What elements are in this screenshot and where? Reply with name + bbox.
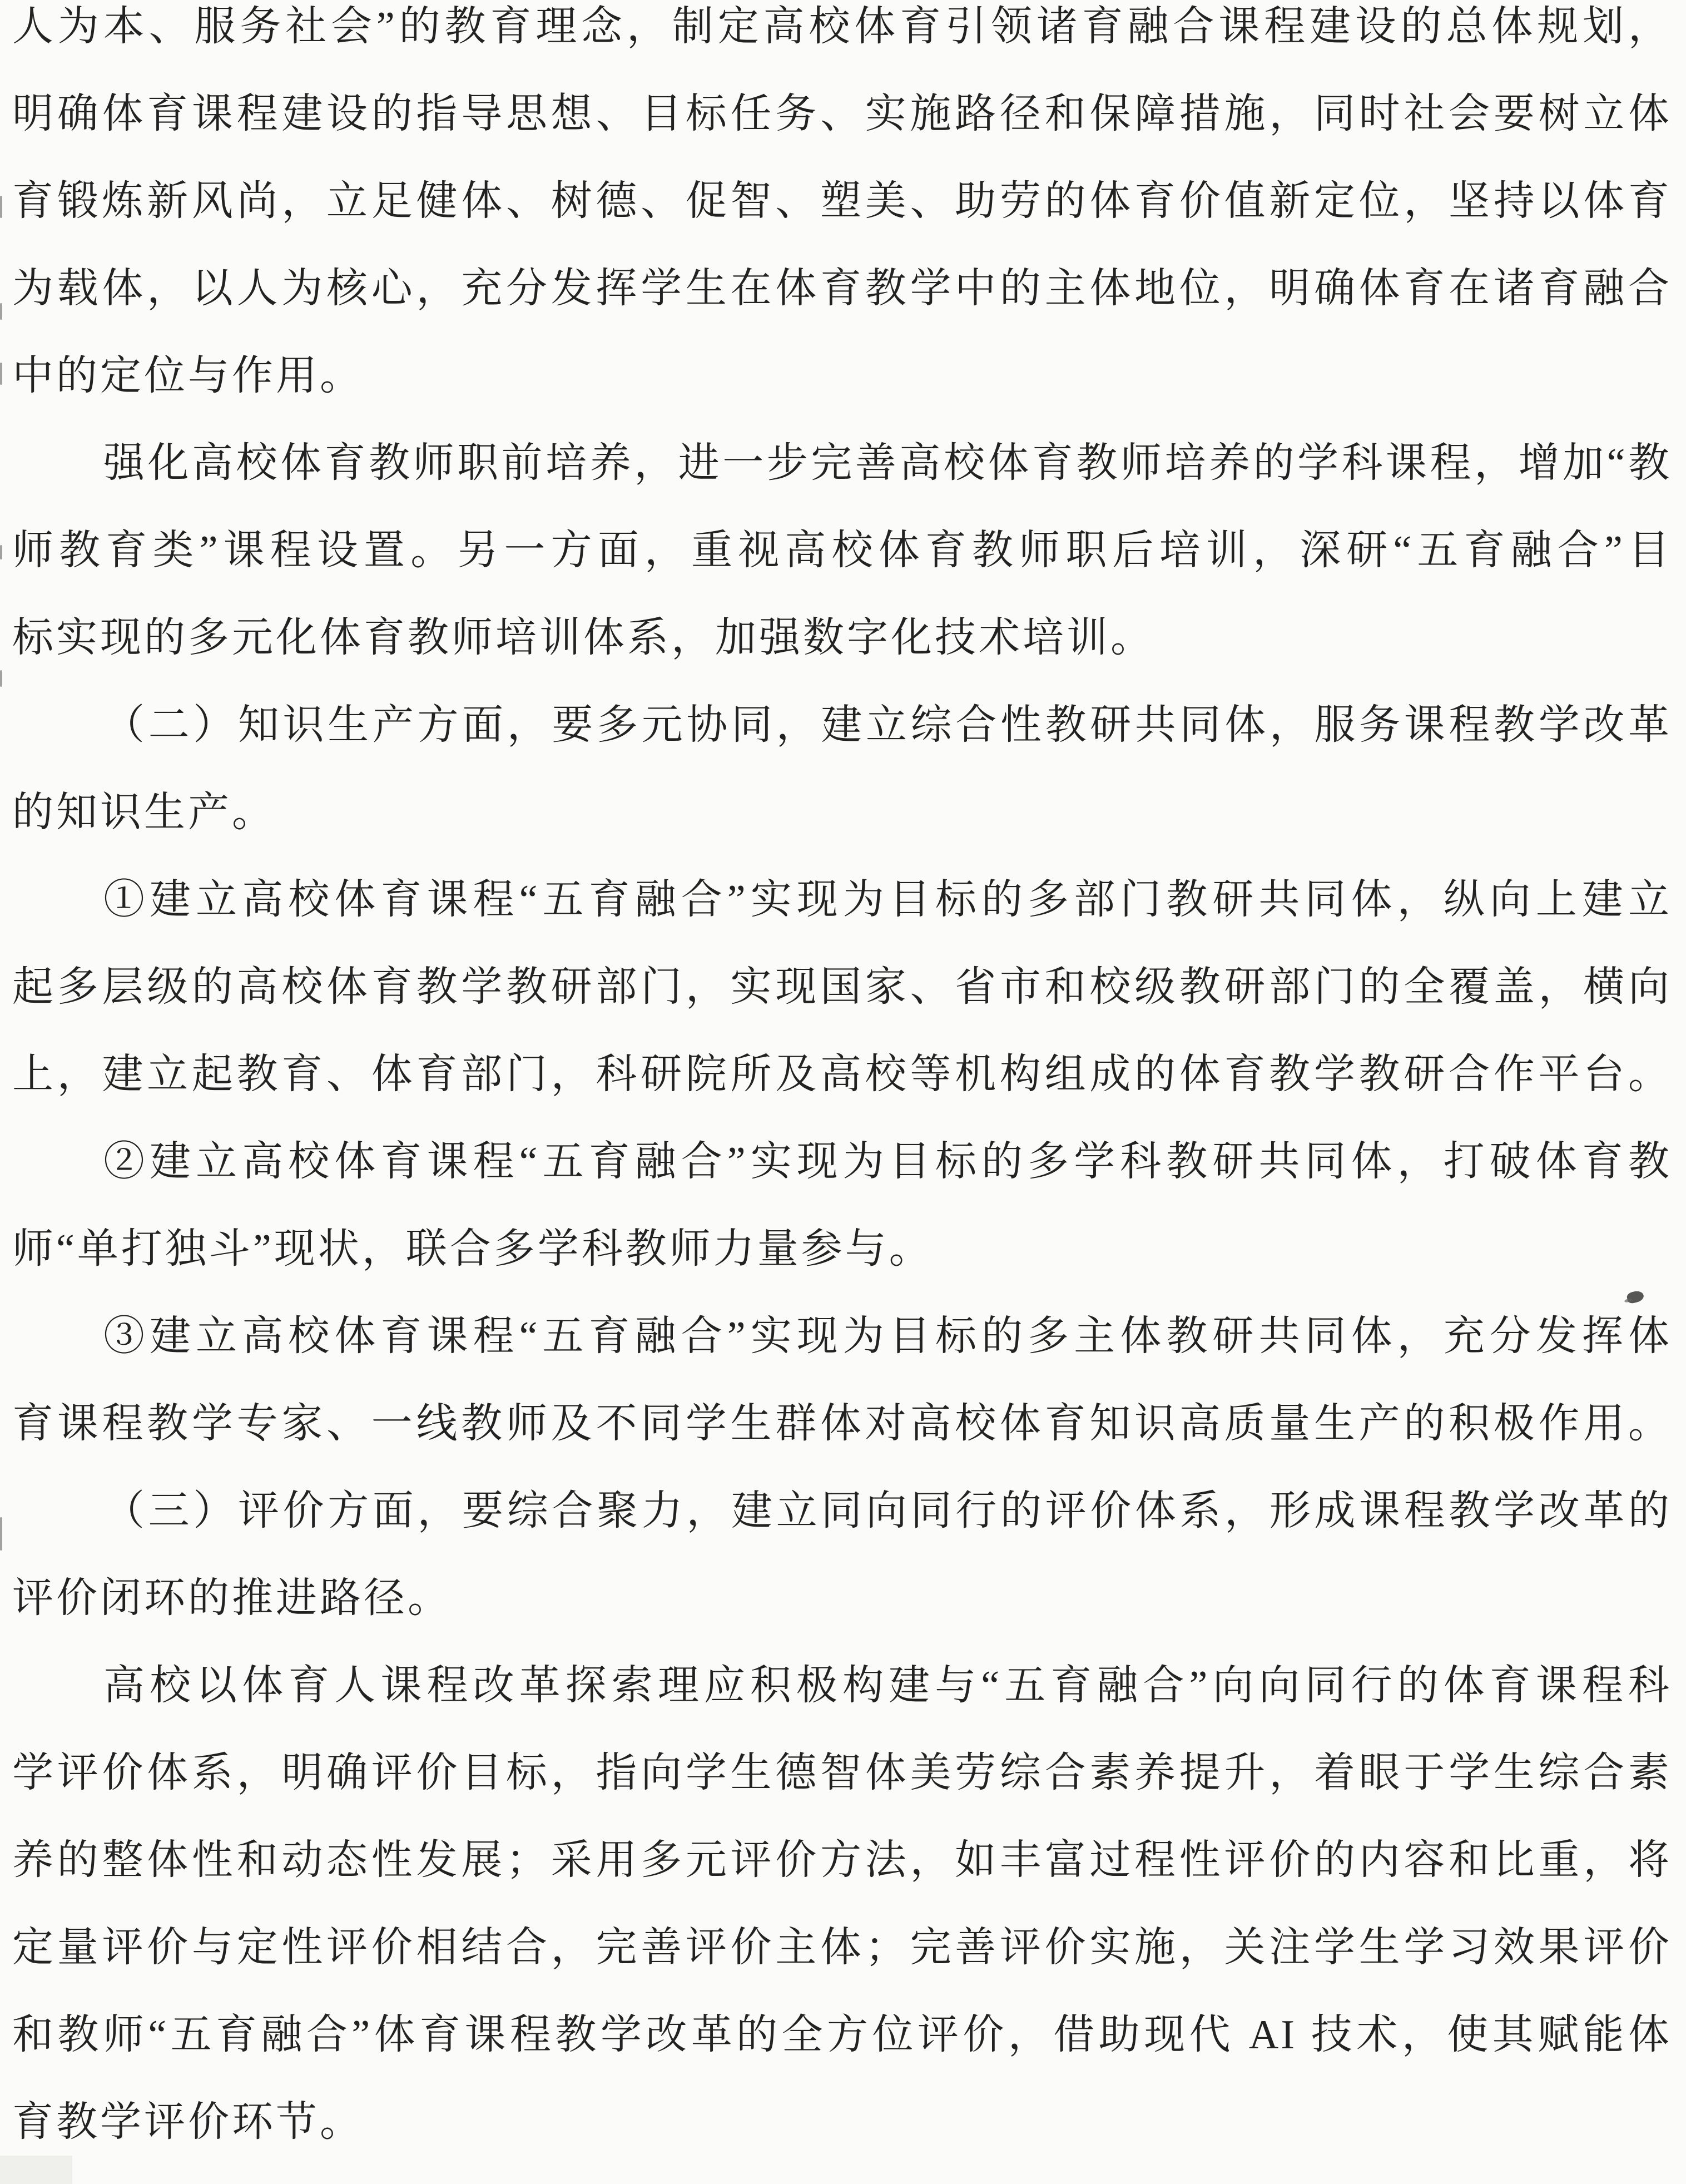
text-line: 育教学评价环节。 (12, 2099, 364, 2145)
text-line: 强化高校体育教师职前培养，进一步完善高校体育教师培养的学科课程，增加“教 (103, 440, 1672, 486)
text-line: ①建立高校体育课程“五育融合”实现为目标的多部门教研共同体，纵向上建立 (103, 877, 1672, 923)
text-line: 养的整体性和动态性发展；采用多元评价方法，如丰富过程性评价的内容和比重，将 (12, 1838, 1672, 1883)
text-line: ②建立高校体育课程“五育融合”实现为目标的多学科教研共同体，打破体育教 (103, 1139, 1672, 1185)
text-line: ③建立高校体育课程“五育融合”实现为目标的多主体教研共同体，充分发挥体 (103, 1314, 1672, 1359)
text-column (12, 0, 1672, 2166)
scan-artifact (0, 1517, 2, 1551)
text-line: 标实现的多元化体育教师培训体系，加强数字化技术培训。 (12, 615, 1154, 661)
text-line: 明确体育课程建设的指导思想、目标任务、实施路径和保障措施，同时社会要树立体 (12, 91, 1672, 137)
text-line: 高校以体育人课程改革探索理应积极构建与“五育融合”向向同行的体育课程科 (103, 1663, 1672, 1708)
text-line: 定量评价与定性评价相结合，完善评价主体；完善评价实施，关注学生学习效果评价 (12, 1925, 1672, 1970)
text-line: （二）知识生产方面，要多元协同，建立综合性教研共同体，服务课程教学改革 (103, 702, 1672, 748)
text-line: 师“单打独斗”现状，联合多学科教师力量参与。 (12, 1226, 933, 1272)
text-line: 育课程教学专家、一线教师及不同学生群体对高校体育知识高质量生产的积极作用。 (12, 1401, 1672, 1447)
text-line: 中的定位与作用。 (12, 353, 364, 399)
scan-artifact (0, 196, 2, 218)
scan-artifact (0, 303, 2, 320)
text-line: 的知识生产。 (12, 790, 276, 835)
text-line: 和教师“五育融合”体育课程教学改革的全方位评价，借助现代 AI 技术，使其赋能体 (12, 2012, 1672, 2058)
scan-artifact (0, 670, 2, 687)
text-line: （三）评价方面，要综合聚力，建立同向同行的评价体系，形成课程教学改革的 (103, 1488, 1672, 1534)
text-line: 评价闭环的推进路径。 (12, 1576, 452, 1621)
scan-shading (0, 2156, 72, 2184)
scan-artifact (0, 363, 2, 385)
text-line: 为载体，以人为核心，充分发挥学生在体育教学中的主体地位，明确体育在诸育融合 (12, 266, 1672, 311)
text-line: 师教育类”课程设置。另一方面，重视高校体育教师职后培训，深研“五育融合”目 (12, 528, 1672, 573)
text-line: 起多层级的高校体育教学教研部门，实现国家、省市和校级教研部门的全覆盖，横向 (12, 964, 1672, 1010)
text-line: 育锻炼新风尚，立足健体、树德、促智、塑美、助劳的体育价值新定位，坚持以体育 (12, 179, 1672, 224)
scan-artifact (0, 545, 2, 559)
text-line: 人为本、服务社会”的教育理念，制定高校体育引领诸育融合课程建设的总体规划， (12, 4, 1672, 49)
text-line: 上，建立起教育、体育部门，科研院所及高校等机构组成的体育教学教研合作平台。 (12, 1052, 1672, 1097)
text-line: 学评价体系，明确评价目标，指向学生德智体美劳综合素养提升，着眼于学生综合素 (12, 1750, 1672, 1796)
